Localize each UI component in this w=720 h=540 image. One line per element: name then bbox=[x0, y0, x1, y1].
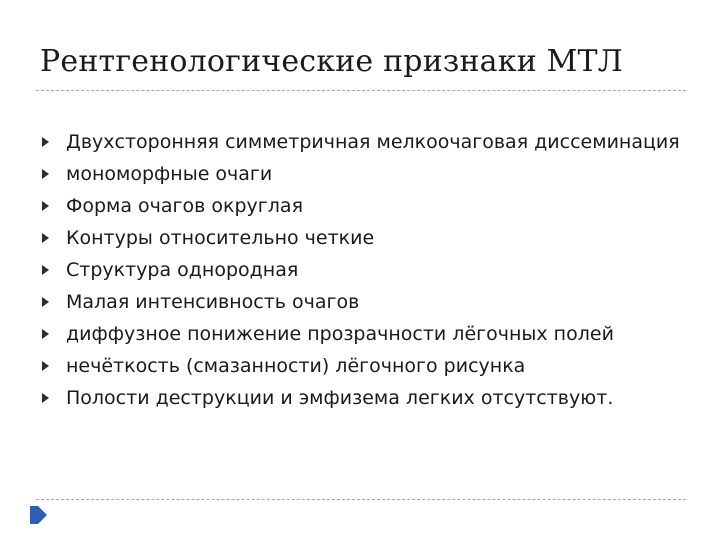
title-divider bbox=[36, 90, 686, 91]
bullet-text: Форма очагов округлая bbox=[66, 195, 303, 217]
bullet-item bbox=[40, 254, 680, 286]
bullet-item bbox=[40, 318, 680, 350]
bullet-text: Малая интенсивность очагов bbox=[66, 291, 360, 313]
bullet-item bbox=[40, 350, 680, 382]
bullet-text: диффузное понижение прозрачности лёгочных полей bbox=[66, 323, 614, 345]
bullet-item bbox=[40, 286, 680, 318]
bullet-item bbox=[40, 222, 680, 254]
bullet-item bbox=[40, 126, 680, 158]
triangle-right-icon bbox=[42, 201, 49, 211]
triangle-right-icon bbox=[42, 361, 49, 371]
bullet-text: Структура однородная bbox=[66, 259, 299, 281]
triangle-right-icon bbox=[42, 393, 49, 403]
bullet-item bbox=[40, 158, 680, 190]
triangle-right-icon bbox=[42, 137, 49, 147]
bullet-text: Контуры относительно четкие bbox=[66, 227, 375, 249]
triangle-right-icon bbox=[42, 169, 49, 179]
triangle-right-icon bbox=[42, 297, 49, 307]
slide-marker-icon bbox=[30, 506, 38, 524]
triangle-right-icon bbox=[42, 233, 49, 243]
bullet-text: нечёткость (смазанности) лёгочного рисунка bbox=[66, 355, 526, 377]
bullet-list bbox=[40, 126, 680, 414]
triangle-right-icon bbox=[42, 329, 49, 339]
bullet-text: мономорфные очаги bbox=[66, 163, 273, 185]
bullet-text: Двухсторонняя симметричная мелкоочаговая диссеминация bbox=[66, 131, 680, 153]
slide-marker-arrow-icon bbox=[38, 506, 47, 524]
bullet-item bbox=[40, 190, 680, 222]
bullet-item bbox=[40, 382, 680, 414]
triangle-right-icon bbox=[42, 265, 49, 275]
bullet-text: Полости деструкции и эмфизема легких отсутствуют. bbox=[66, 387, 614, 409]
slide-title: Рентгенологические признаки МТЛ bbox=[40, 44, 623, 79]
footer-divider bbox=[36, 499, 686, 500]
